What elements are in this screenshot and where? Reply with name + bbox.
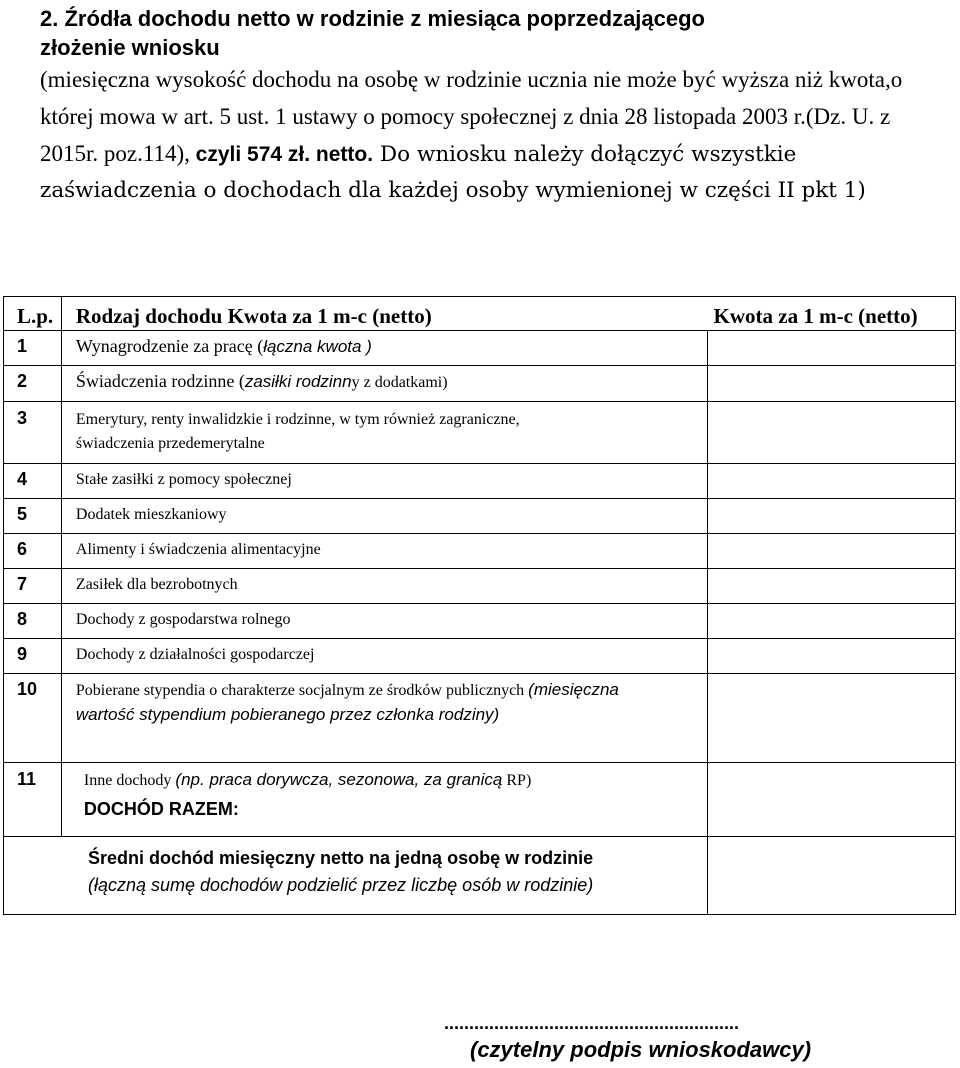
row-description: [61, 674, 707, 763]
row-number: 3: [4, 402, 62, 464]
row-number: 8: [4, 604, 62, 639]
amount-cell[interactable]: [708, 464, 956, 499]
amount-cell[interactable]: [708, 331, 956, 366]
amount-cell[interactable]: [708, 366, 956, 402]
row-number: 7: [4, 569, 62, 604]
row-description: Emerytury, renty inwalidzkie i rodzinne, w tym również zagraniczne, świadczenia przedemerytalne: [61, 402, 707, 464]
table-row: [4, 402, 956, 464]
table-row: [4, 674, 956, 763]
row-description: Alimenty i świadczenia alimentacyjne: [61, 534, 707, 569]
row-number: 6: [4, 534, 62, 569]
average-amount-cell[interactable]: [708, 837, 956, 915]
row-number: 9: [4, 639, 62, 674]
total-amount-cell[interactable]: [708, 763, 956, 837]
row-description: Dodatek mieszkaniowy: [61, 499, 707, 534]
row-description: [61, 763, 707, 837]
section-title-line2: złożenie wniosku: [40, 35, 220, 60]
row-number: 4: [4, 464, 62, 499]
header-lp: L.p.: [4, 297, 62, 331]
amount-cell[interactable]: [708, 639, 956, 674]
amount-cell[interactable]: [708, 569, 956, 604]
row-description: [61, 366, 707, 402]
section-intro: [40, 62, 920, 209]
table-row: [4, 464, 956, 499]
amount-cell[interactable]: [708, 604, 956, 639]
table-row: [4, 534, 956, 569]
table-row: [4, 499, 956, 534]
row-number: 10: [4, 674, 62, 763]
signature-line[interactable]: ...........................................................: [444, 1013, 740, 1033]
header-income-type: Rodzaj dochodu Kwota za 1 m-c (netto): [61, 297, 707, 331]
row-italic-note: łączna kwota ): [263, 337, 372, 356]
row-text-tail: y z dodatkami): [351, 374, 448, 391]
table-row: [4, 569, 956, 604]
table-row: [4, 604, 956, 639]
amount-cell[interactable]: [708, 534, 956, 569]
row-number: 1: [4, 331, 62, 366]
table-row: [4, 763, 956, 837]
section-title-line1: 2. Źródła dochodu netto w rodzinie z miesiąca poprzedzającego: [40, 6, 705, 31]
income-table: [3, 296, 956, 915]
row-text: Wynagrodzenie za pracę (: [75, 336, 264, 356]
intro-limit-amount: czyli 574 zł. netto.: [195, 143, 374, 166]
row-italic-note: zasiłki rodzinn: [244, 372, 352, 391]
row-number: 2: [4, 366, 62, 402]
amount-cell[interactable]: [708, 674, 956, 763]
row-italic-note: (miesięczna wartość stypendium pobieranego przez członka rodziny): [75, 680, 619, 724]
total-income-label: DOCHÓD RAZEM:: [83, 799, 239, 819]
row-text: Inne dochody: [83, 772, 176, 789]
table-row: [4, 331, 956, 366]
row-italic-note: (np. praca dorywcza, sezonowa, za granicą: [175, 770, 503, 789]
table-row: [4, 366, 956, 402]
row-number: 11: [4, 763, 62, 837]
row-number: 5: [4, 499, 62, 534]
amount-cell[interactable]: [708, 402, 956, 464]
amount-cell[interactable]: [708, 499, 956, 534]
row-text: Świadczenia rodzinne (: [75, 371, 245, 391]
intro-text-b: Do wniosku należy dołączyć wszystkie zaświadczenia o dochodach dla każdej osoby wymienionej w części II pkt 1): [40, 142, 866, 203]
row-text: Pobierane stypendia o charakterze socjalnym ze środków publicznych: [75, 682, 529, 699]
row-description: Zasiłek dla bezrobotnych: [61, 569, 707, 604]
intro-text-a: (miesięczna wysokość dochodu na osobę w rodzinie ucznia nie może być wyższa niż kwota,o której mowa w art. 5 ust. 1 ustawy o pomocy społecznej z dnia 28 listopada 2003 r.(Dz. U. z 2015r. poz.114),: [40, 67, 903, 166]
row-description: [61, 331, 707, 366]
row-description: Dochody z gospodarstwa rolnego: [61, 604, 707, 639]
header-amount: Kwota za 1 m-c (netto): [708, 297, 956, 331]
row-text-tail: RP): [502, 772, 532, 789]
average-income-row: [4, 837, 956, 915]
row-description: Dochody z działalności gospodarczej: [61, 639, 707, 674]
row-description: Stałe zasiłki z pomocy społecznej: [61, 464, 707, 499]
signature-label: (czytelny podpis wnioskodawcy): [470, 1037, 812, 1062]
table-row: [4, 639, 956, 674]
average-income-note: (łączną sumę dochodów podzielić przez liczbę osób w rodzinie): [88, 875, 594, 895]
average-income-description: [4, 837, 708, 915]
average-income-label: Średni dochód miesięczny netto na jedną osobę w rodzinie: [88, 848, 594, 868]
section-title: [40, 4, 930, 62]
table-header-row: [4, 297, 956, 331]
